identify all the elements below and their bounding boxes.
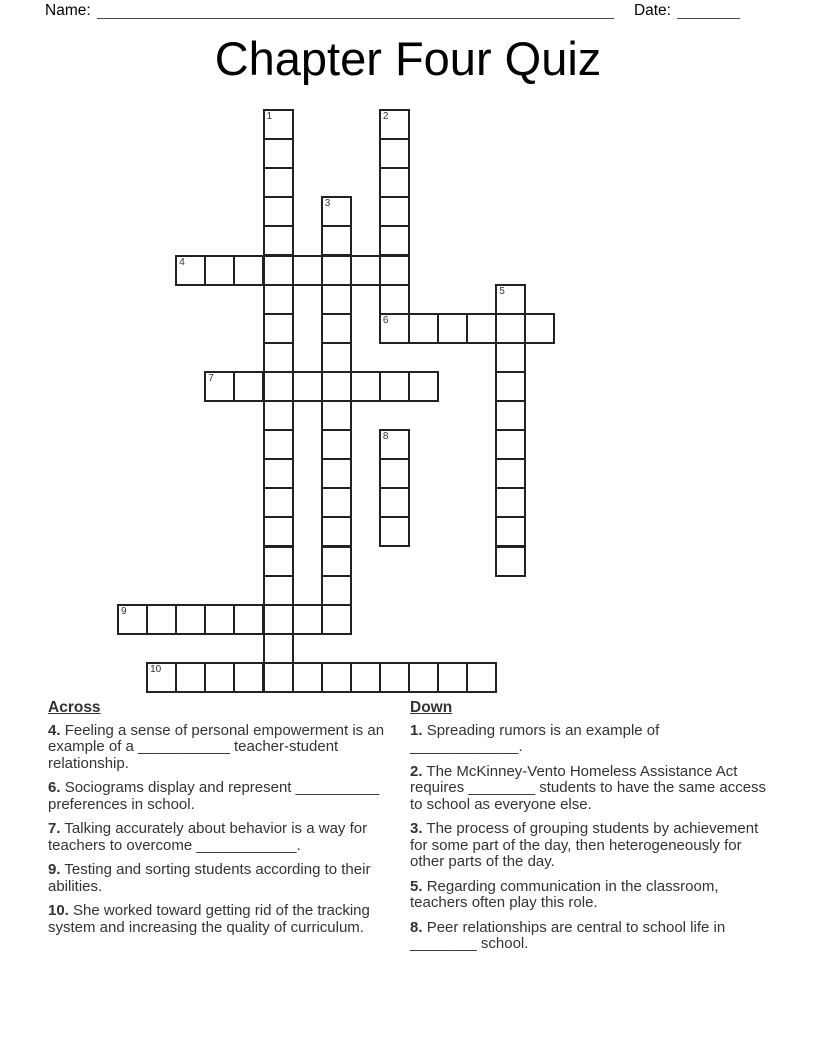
grid-cell[interactable] [379,167,410,198]
grid-cell[interactable] [263,458,294,489]
grid-cell[interactable] [379,255,410,286]
clue-9-across [48,862,398,895]
cell-number: 4 [179,256,185,268]
grid-cell[interactable] [408,313,439,344]
clue-number-label: 4. [48,721,61,739]
grid-cell[interactable] [263,313,294,344]
grid-cell[interactable] [263,196,294,227]
clue-6-across [48,780,398,813]
grid-cell[interactable] [146,662,177,693]
grid-cell[interactable] [263,575,294,606]
grid-cell[interactable] [321,196,352,227]
down-clue-list [410,723,775,953]
grid-cell[interactable] [233,604,264,635]
date-label: Date: [633,2,671,19]
grid-cell[interactable] [495,516,526,547]
grid-cell[interactable] [292,662,323,693]
grid-cell[interactable] [495,487,526,518]
grid-cell[interactable] [204,371,235,402]
clue-text: Talking accurately about behavior is a way for teachers to overcome ____________. [48,820,368,854]
clue-text: Sociograms display and represent __________ preferences in school. [48,779,380,813]
across-heading: Across [48,699,101,716]
grid-cell[interactable] [321,575,352,606]
grid-cell[interactable] [321,284,352,315]
clue-text: Testing and sorting students according to their abilities. [48,861,371,895]
grid-cell[interactable] [263,633,294,664]
crossword-grid [117,109,557,695]
grid-cell[interactable] [437,662,468,693]
clue-number-label: 2. [410,762,423,780]
grid-cell[interactable] [321,662,352,693]
grid-cell[interactable] [466,662,497,693]
grid-cell[interactable] [233,255,264,286]
grid-cell[interactable] [379,458,410,489]
grid-cell[interactable] [263,546,294,577]
clue-10-across [48,903,398,936]
clue-1-down [410,723,775,756]
grid-cell[interactable] [379,138,410,169]
clue-number-label: 10. [48,902,69,919]
cell-number: 6 [382,314,389,326]
clue-text: Peer relationships are central to school life in ________ school. [410,918,726,952]
grid-cell[interactable] [292,371,323,402]
grid-cell[interactable] [321,458,352,489]
clue-text: Regarding communication in the classroom, teachers often play this role. [410,877,719,911]
grid-cell[interactable] [321,342,352,373]
across-clues-column [48,700,398,961]
cell-number: 3 [324,198,331,210]
grid-cell[interactable] [379,225,410,256]
grid-cell[interactable] [524,313,555,344]
grid-cell[interactable] [408,371,439,402]
grid-cell[interactable] [379,371,410,402]
grid-cell[interactable] [350,255,381,286]
clue-number-label: 6. [48,779,61,796]
grid-cell[interactable] [321,400,352,431]
grid-cell[interactable] [175,604,206,635]
name-blank-line [97,4,614,19]
grid-cell[interactable] [495,546,526,577]
clue-number-label: 7. [48,820,61,837]
clue-4-across [48,723,398,773]
grid-cell[interactable] [175,255,206,286]
clue-text: Feeling a sense of personal empowerment is an example of a ___________ teacher-student relationship. [48,721,385,772]
clue-number-label: 3. [410,820,423,837]
clue-text: Spreading rumors is an example of _____________. [410,721,660,755]
grid-cell[interactable] [321,546,352,577]
clue-8-down [410,920,775,953]
grid-cell[interactable] [321,313,352,344]
across-clue-list [48,723,398,937]
clue-number-label: 8. [410,918,423,936]
clue-number-label: 1. [410,721,423,739]
grid-cell[interactable] [292,604,323,635]
grid-cell[interactable] [146,604,177,635]
down-clues-column [410,700,775,961]
grid-cell[interactable] [263,138,294,169]
clue-7-across [48,821,398,854]
cell-number: 1 [266,111,273,122]
grid-cell[interactable] [233,662,264,693]
grid-cell[interactable] [321,255,352,286]
grid-cell[interactable] [495,342,526,373]
grid-cell[interactable] [495,458,526,489]
clue-2-down [410,764,775,814]
clue-text: The process of grouping students by achievement for some part of the day, then heterogeneously for other parts of the day. [410,820,759,870]
grid-cell[interactable] [292,255,323,286]
grid-cell[interactable] [263,371,294,402]
grid-cell[interactable] [263,487,294,518]
grid-cell[interactable] [495,429,526,460]
grid-cell[interactable] [350,662,381,693]
date-blank-line [677,4,740,19]
worksheet-title: Chapter Four Quiz [214,32,602,85]
grid-cell[interactable] [321,604,352,635]
cell-number: 2 [382,111,389,122]
grid-cell[interactable] [466,313,497,344]
name-label: Name: [45,2,91,19]
grid-cell[interactable] [379,284,410,315]
clue-5-down [410,879,775,912]
grid-cell[interactable] [350,371,381,402]
grid-cell[interactable] [263,109,294,140]
cell-number: 9 [121,605,127,617]
grid-cell[interactable] [379,429,410,460]
grid-cell[interactable] [263,225,294,256]
grid-cell[interactable] [263,255,294,286]
grid-cell[interactable] [321,371,352,402]
grid-cell[interactable] [263,429,294,460]
clue-text: The McKinney-Vento Homeless Assistance Act requires ________ students to have the same access to school as everyone else. [410,762,767,813]
grid-cell[interactable] [379,662,410,693]
sheet-header [45,2,740,20]
grid-cell[interactable] [233,371,264,402]
grid-cell[interactable] [204,255,235,286]
grid-cell[interactable] [495,313,526,344]
clue-text: She worked toward getting rid of the tracking system and increasing the quality of curriculum. [48,902,370,936]
grid-cell[interactable] [321,225,352,256]
grid-cell[interactable] [263,604,294,635]
clues-section [48,700,775,961]
clue-3-down [410,821,775,871]
grid-cell[interactable] [263,167,294,198]
grid-cell[interactable] [379,196,410,227]
grid-cell[interactable] [321,487,352,518]
grid-cell[interactable] [263,400,294,431]
grid-cell[interactable] [204,662,235,693]
grid-cell[interactable] [263,516,294,547]
clue-number-label: 5. [410,877,423,895]
clue-number-label: 9. [48,861,61,878]
grid-cell[interactable] [321,429,352,460]
grid-cell[interactable] [204,604,235,635]
cell-number: 5 [499,285,505,297]
cell-number: 8 [382,431,389,443]
grid-cell[interactable] [495,371,526,402]
grid-cell[interactable] [379,109,410,140]
grid-cell[interactable] [263,284,294,315]
grid-cell[interactable] [408,662,439,693]
grid-cell[interactable] [495,284,526,315]
cell-number: 7 [208,372,214,384]
grid-cell[interactable] [263,662,294,693]
grid-cell[interactable] [379,313,410,344]
grid-cell[interactable] [117,604,148,635]
grid-cell[interactable] [437,313,468,344]
grid-cell[interactable] [321,516,352,547]
cell-number: 10 [150,663,162,675]
grid-cell[interactable] [495,400,526,431]
down-heading: Down [410,699,453,716]
grid-cell[interactable] [379,487,410,518]
grid-cell[interactable] [379,516,410,547]
grid-cell[interactable] [263,342,294,373]
grid-cell[interactable] [175,662,206,693]
